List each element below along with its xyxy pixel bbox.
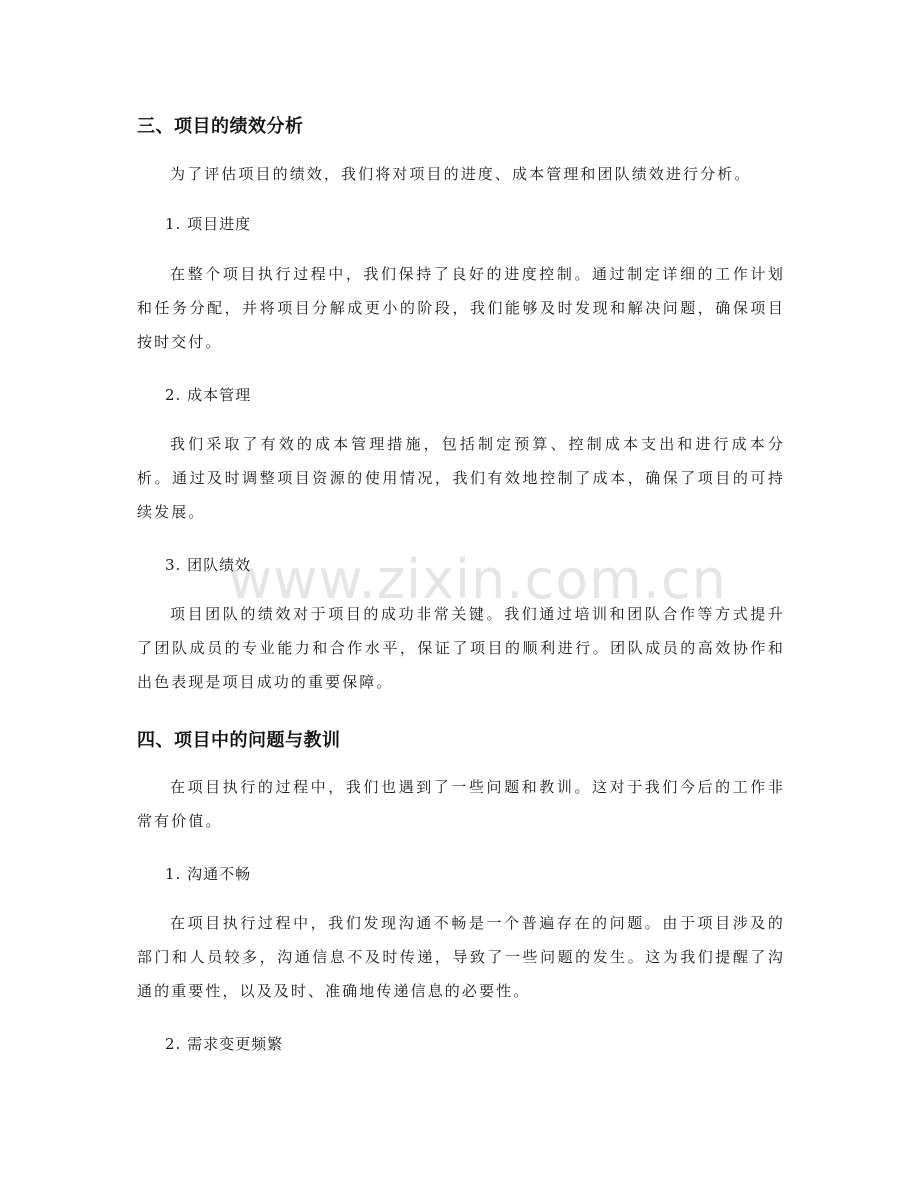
item-cost-body: 我们采取了有效的成本管理措施，包括制定预算、控制成本支出和进行成本分析。通过及时调整项目资源的使用情况，我们有效地控制了成本，确保了项目的可持续发展。 [137,435,785,521]
item-progress-body: 在整个项目执行过程中，我们保持了良好的进度控制。通过制定详细的工作计划和任务分配，并将项目分解成更小的阶段，我们能够及时发现和解决问题，确保项目按时交付。 [137,265,785,351]
section-4-intro: 在项目执行的过程中，我们也遇到了一些问题和教训。这对于我们今后的工作非常有价值。 [137,778,785,830]
item-cost-title: 2. 成本管理 [165,386,252,404]
item-team-title: 3. 团队绩效 [165,556,252,574]
item-team-body: 项目团队的绩效对于项目的成功非常关键。我们通过培训和团队合作等方式提升了团队成员的专业能力和合作水平，保证了项目的顺利进行。团队成员的高效协作和出色表现是项目成功的重要保障。 [137,605,785,691]
section-3-heading: 三、项目的绩效分析 [137,116,304,137]
item-communication-title: 1. 沟通不畅 [165,865,252,883]
section-3-intro: 为了评估项目的绩效，我们将对项目的进度、成本管理和团队绩效进行分析。 [170,165,752,183]
item-progress-title: 1. 项目进度 [165,215,252,233]
watermark: www.zixin.com.cn [228,548,727,611]
section-4-heading: 四、项目中的问题与教训 [137,730,341,751]
item-requirements-title: 2. 需求变更频繁 [165,1035,284,1053]
item-communication-body: 在项目执行过程中，我们发现沟通不畅是一个普遍存在的问题。由于项目涉及的部门和人员较多，沟通信息不及时传递，导致了一些问题的发生。这为我们提醒了沟通的重要性，以及及时、准确地传递信息的必要性。 [137,914,785,1000]
